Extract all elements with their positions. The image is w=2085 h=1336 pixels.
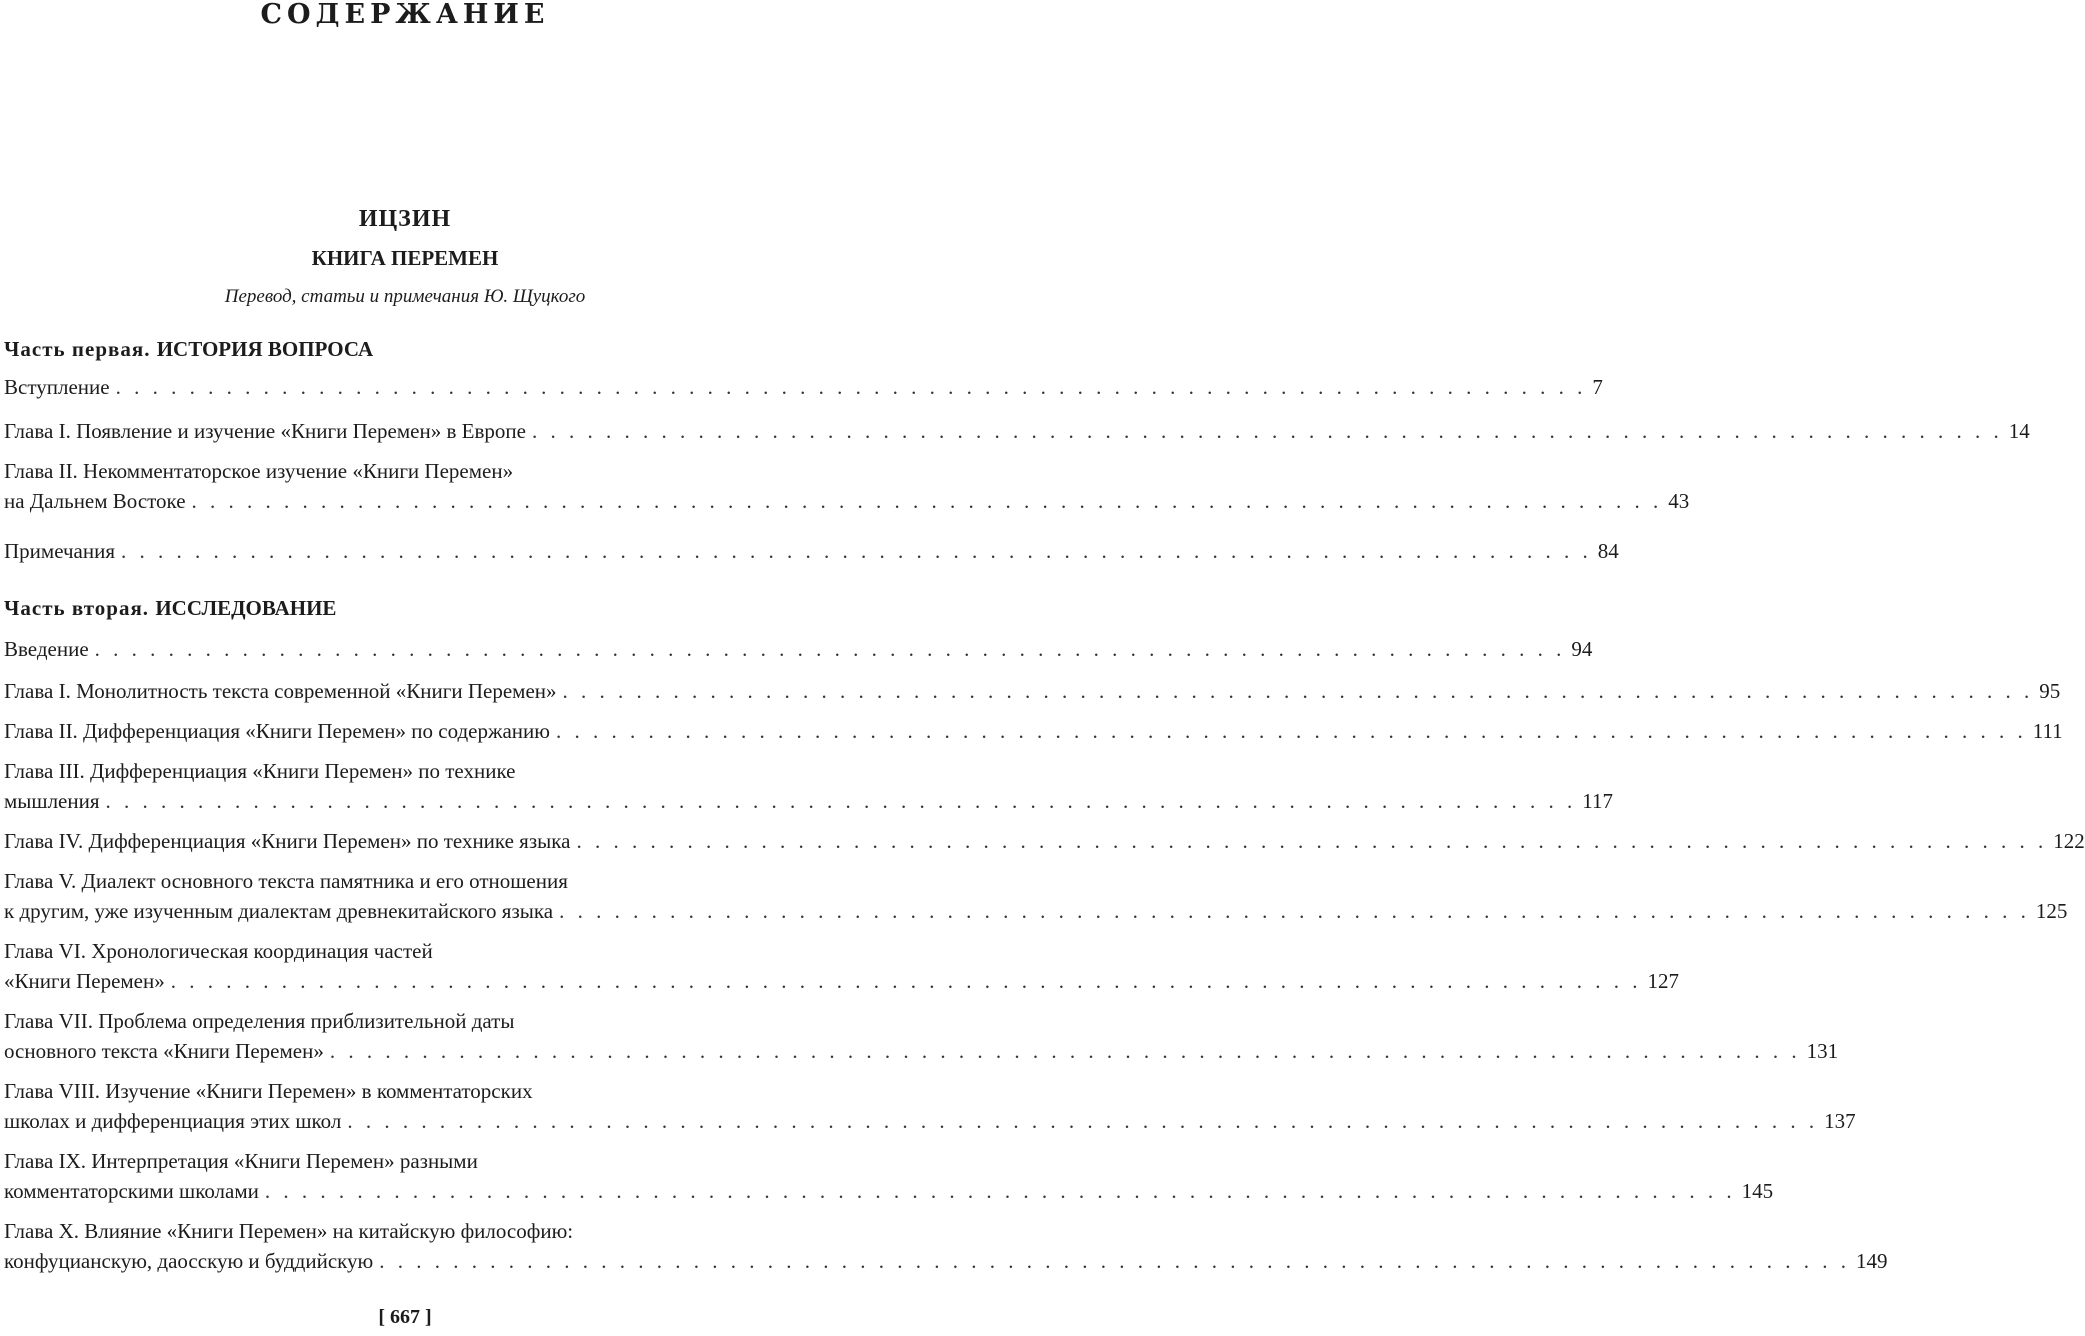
toc-entry-title: основного текста «Книги Перемен»	[4, 1039, 324, 1063]
book-subtitle: КНИГА ПЕРЕМЕН	[311, 246, 499, 270]
part-heading	[4, 596, 810, 621]
toc-entry-page: 125	[2035, 899, 2068, 923]
toc-entry-title: Глава I. Появление и изучение «Книги Перемен» в Европе	[4, 419, 526, 443]
toc-entry[interactable]	[4, 1006, 1839, 1066]
toc-entry[interactable]	[4, 1216, 1888, 1276]
toc-entry-page: 131	[1806, 1039, 1839, 1063]
toc-entry-page: 145	[1741, 1179, 1774, 1203]
part-label: Часть вторая.	[4, 596, 156, 620]
dot-leader: . . . . . . . . . . . . . . . . . . . . . . . . . . . . . . . . . . . . . . . . . . . . . . . . . . . . . . . . . . . . . . . . . . . . . . . . . . . . . . . .	[555, 719, 2027, 743]
toc-entry-title: Глава II. Некомментаторское изучение «Книги Перемен»	[4, 459, 514, 483]
dot-leader: . . . . . . . . . . . . . . . . . . . . . . . . . . . . . . . . . . . . . . . . . . . . . . . . . . . . . . . . . . . . . . . . . . . . . . . . . . . . . . . .	[576, 829, 2048, 853]
toc-entry-page: 111	[2032, 719, 2063, 743]
toc-entry-page: 95	[2039, 679, 2061, 703]
toc-entry-title: комментаторскими школами	[4, 1179, 259, 1203]
dot-leader: . . . . . . . . . . . . . . . . . . . . . . . . . . . . . . . . . . . . . . . . . . . . . . . . . . . . . . . . . . . . . . . . . . . . . . . . . . . . . . . .	[121, 539, 1592, 563]
toc-entry-page: 127	[1647, 969, 1679, 993]
toc-entry-page: 137	[1824, 1109, 1856, 1133]
toc-entry-title: Глава I. Монолитность текста современной «Книги Перемен»	[4, 679, 557, 703]
dot-leader: . . . . . . . . . . . . . . . . . . . . . . . . . . . . . . . . . . . . . . . . . . . . . . . . . . . . . . . . . . . . . . . . . . . . . . . . . . . . . . . .	[191, 489, 1663, 513]
toc-entry[interactable]	[4, 866, 2068, 926]
toc-entry-title: Введение	[4, 637, 89, 661]
toc-entry-title: к другим, уже изученным диалектам древнекитайского языка	[4, 899, 554, 923]
dot-leader: . . . . . . . . . . . . . . . . . . . . . . . . . . . . . . . . . . . . . . . . . . . . . . . . . . . . . . . . . . . . . . . . . . . . . . . . . . . . . . . .	[347, 1109, 1819, 1133]
toc-entry[interactable]	[4, 1076, 1856, 1136]
toc-entry[interactable]	[4, 826, 2085, 856]
dot-leader: . . . . . . . . . . . . . . . . . . . . . . . . . . . . . . . . . . . . . . . . . . . . . . . . . . . . . . . . . . . . . . . . . . . . . . . . . . . . . . . .	[94, 637, 1566, 661]
dot-leader: . . . . . . . . . . . . . . . . . . . . . . . . . . . . . . . . . . . . . . . . . . . . . . . . . . . . . . . . . . . . . . . . . . . . . . . . . . . . . . . .	[329, 1039, 1801, 1063]
part-title: ИССЛЕДОВАНИЕ	[155, 596, 337, 620]
toc-entry[interactable]	[4, 756, 1613, 816]
toc-entry[interactable]	[4, 716, 2063, 746]
toc-entry-title: Примечания	[4, 539, 116, 563]
page-title: СОДЕРЖАНИЕ	[260, 0, 550, 30]
page-number: [ 667 ]	[378, 1306, 432, 1328]
toc-entry[interactable]	[4, 416, 2030, 446]
toc-entry-title: Глава V. Диалект основного текста памятника и его отношения	[4, 869, 568, 893]
toc-entry[interactable]	[4, 676, 2061, 706]
dot-leader: . . . . . . . . . . . . . . . . . . . . . . . . . . . . . . . . . . . . . . . . . . . . . . . . . . . . . . . . . . . . . . . . . . . . . . . . . . . . . . . .	[170, 969, 1642, 993]
part-title: ИСТОРИЯ ВОПРОСА	[156, 337, 374, 361]
toc-entry-title: конфуцианскую, даосскую и буддийскую	[4, 1249, 374, 1273]
toc-entry-title: Вступление	[4, 375, 110, 399]
toc-entry-title: мышления	[4, 789, 100, 813]
book-title: ИЦЗИН	[358, 206, 452, 232]
toc-entry-title: Глава VII. Проблема определения приблизительной даты	[4, 1009, 515, 1033]
part-label: Часть первая.	[4, 337, 157, 361]
toc-entry-page: 84	[1597, 539, 1619, 563]
dot-leader: . . . . . . . . . . . . . . . . . . . . . . . . . . . . . . . . . . . . . . . . . . . . . . . . . . . . . . . . . . . . . . . . . . . . . . . . . . . . . . . .	[115, 375, 1587, 399]
toc-entry[interactable]	[4, 372, 1603, 402]
toc-entry[interactable]	[4, 936, 1679, 996]
toc-entry-page: 7	[1592, 375, 1603, 399]
part-heading	[4, 337, 810, 362]
toc-entry-page: 122	[2053, 829, 2085, 853]
dot-leader: . . . . . . . . . . . . . . . . . . . . . . . . . . . . . . . . . . . . . . . . . . . . . . . . . . . . . . . . . . . . . . . . . . . . . . . . . . . . . . . .	[562, 679, 2034, 703]
dot-leader: . . . . . . . . . . . . . . . . . . . . . . . . . . . . . . . . . . . . . . . . . . . . . . . . . . . . . . . . . . . . . . . . . . . . . . . . . . . . . . . .	[264, 1179, 1736, 1203]
toc-entry-title: Глава VIII. Изучение «Книги Перемен» в комментаторских	[4, 1079, 533, 1103]
toc-entry-page: 117	[1582, 789, 1613, 813]
dot-leader: . . . . . . . . . . . . . . . . . . . . . . . . . . . . . . . . . . . . . . . . . . . . . . . . . . . . . . . . . . . . . . . . . . . . . . . . . . . . . . . .	[105, 789, 1577, 813]
toc-entry-title: Глава IV. Дифференциация «Книги Перемен» по технике языка	[4, 829, 571, 853]
toc-entry[interactable]	[4, 456, 1690, 516]
dot-leader: . . . . . . . . . . . . . . . . . . . . . . . . . . . . . . . . . . . . . . . . . . . . . . . . . . . . . . . . . . . . . . . . . . . . . . . . . . . . . . . .	[379, 1249, 1850, 1273]
toc-entry-title: «Книги Перемен»	[4, 969, 165, 993]
toc-entry-title: Глава IX. Интерпретация «Книги Перемен» разными	[4, 1149, 478, 1173]
toc-entry-page: 14	[2008, 419, 2030, 443]
toc-entry-page: 94	[1571, 637, 1593, 661]
toc-entry-page: 149	[1855, 1249, 1888, 1273]
toc-entry-title: школах и дифференциация этих школ	[4, 1109, 342, 1133]
toc-entry[interactable]	[4, 536, 1619, 566]
toc-entry-title: на Дальнем Востоке	[4, 489, 186, 513]
toc-entry[interactable]	[4, 634, 1593, 664]
toc-entry-title: Глава III. Дифференциация «Книги Перемен» по технике	[4, 759, 516, 783]
toc-entry[interactable]	[4, 1146, 1774, 1206]
toc-entry-title: Глава VI. Хронологическая координация частей	[4, 939, 433, 963]
dot-leader: . . . . . . . . . . . . . . . . . . . . . . . . . . . . . . . . . . . . . . . . . . . . . . . . . . . . . . . . . . . . . . . . . . . . . . . . . . . . . . . .	[531, 419, 2003, 443]
toc-entry-title: Глава X. Влияние «Книги Перемен» на китайскую философию:	[4, 1219, 574, 1243]
toc-entry-title: Глава II. Дифференциация «Книги Перемен» по содержанию	[4, 719, 550, 743]
toc-entry-page: 43	[1668, 489, 1690, 513]
translator-credits: Перевод, статьи и примечания Ю. Щуцкого	[224, 286, 586, 307]
dot-leader: . . . . . . . . . . . . . . . . . . . . . . . . . . . . . . . . . . . . . . . . . . . . . . . . . . . . . . . . . . . . . . . . . . . . . . . . . . . . . . . .	[559, 899, 2030, 923]
